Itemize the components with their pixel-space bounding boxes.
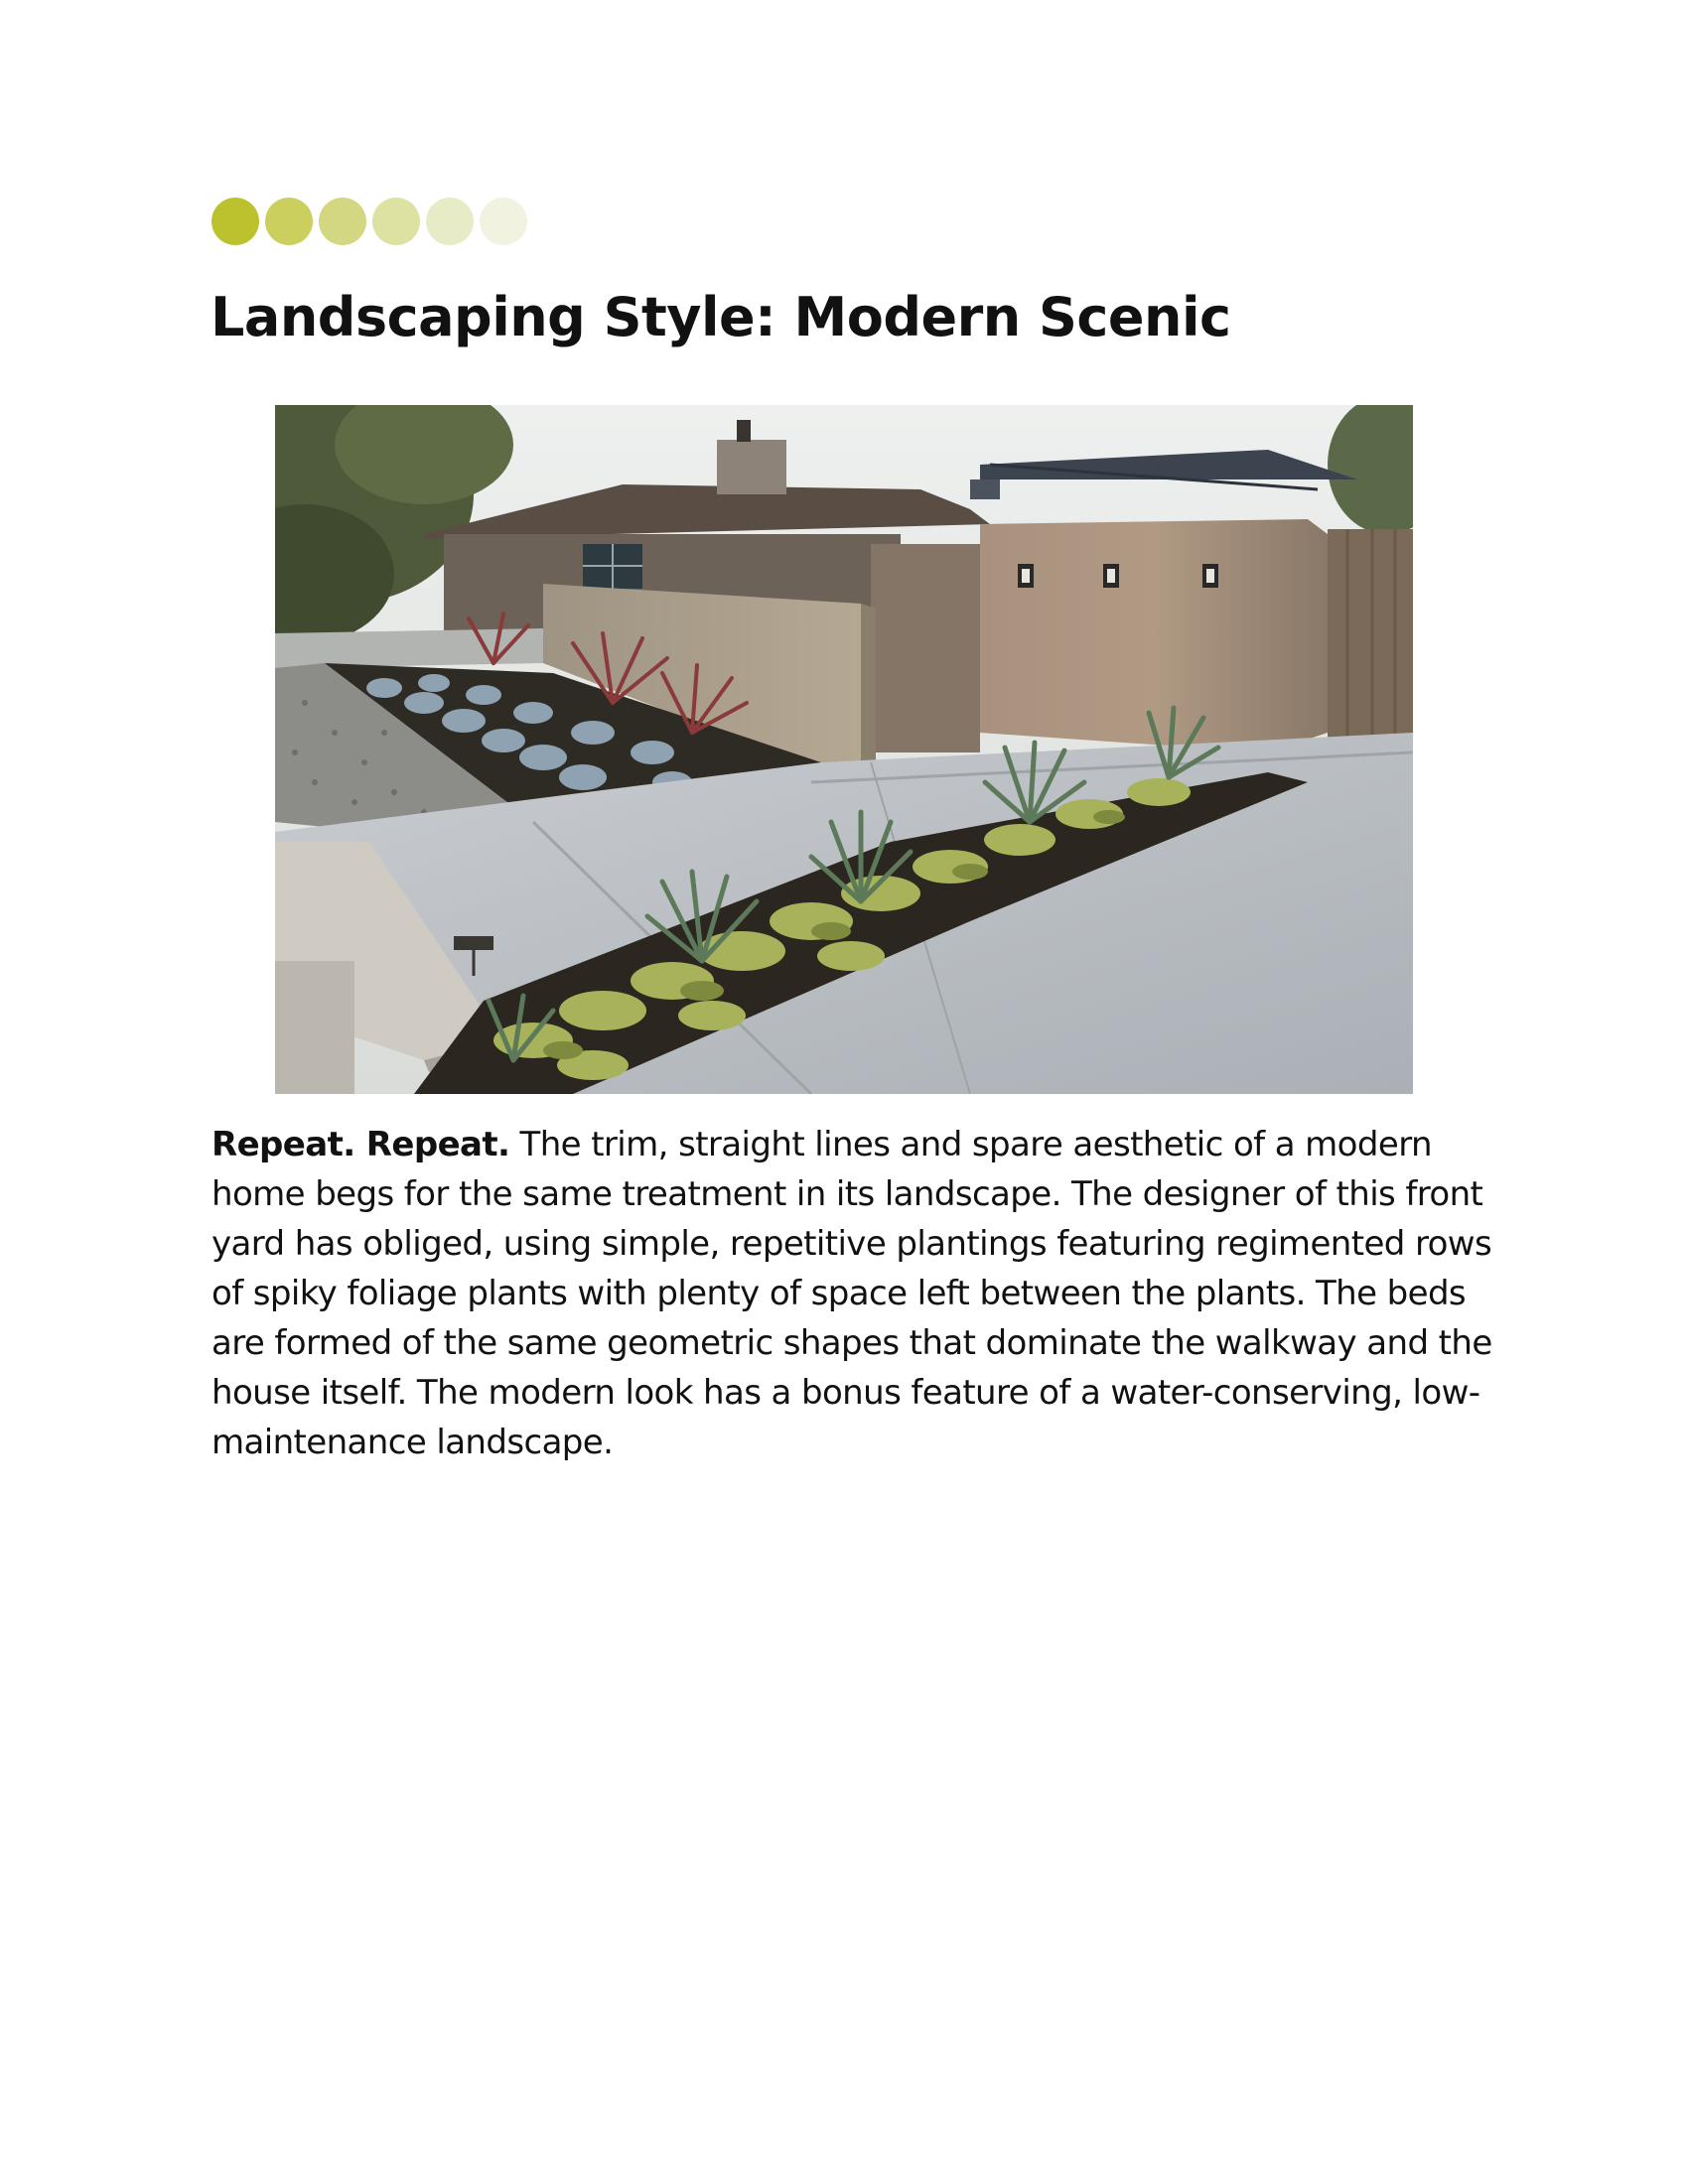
page-title: Landscaping Style: Modern Scenic (211, 286, 1231, 348)
decorative-dot (319, 198, 366, 245)
decorative-dot (426, 198, 474, 245)
decorative-dot (211, 198, 259, 245)
lead-text: Repeat. Repeat. (211, 1125, 510, 1164)
decorative-dot (265, 198, 313, 245)
body-paragraph (211, 1120, 1502, 1467)
body-text: The trim, straight lines and spare aesthetic of a modern home begs for the same treatment in its landscape. The designer of this front yard has obliged, using simple, repetitive plantings featuring regimented rows of spiky foliage plants with plenty of space left between the plants. The beds are formed of the same geometric shapes that dominate the walkway and the house itself. The modern look has a bonus feature of a water-conserving, low-maintenance landscape. (211, 1125, 1492, 1462)
modern-house-front-yard-photo (275, 405, 1413, 1094)
decorative-dot (480, 198, 527, 245)
decorative-dot-row (211, 198, 527, 245)
decorative-dot (372, 198, 420, 245)
